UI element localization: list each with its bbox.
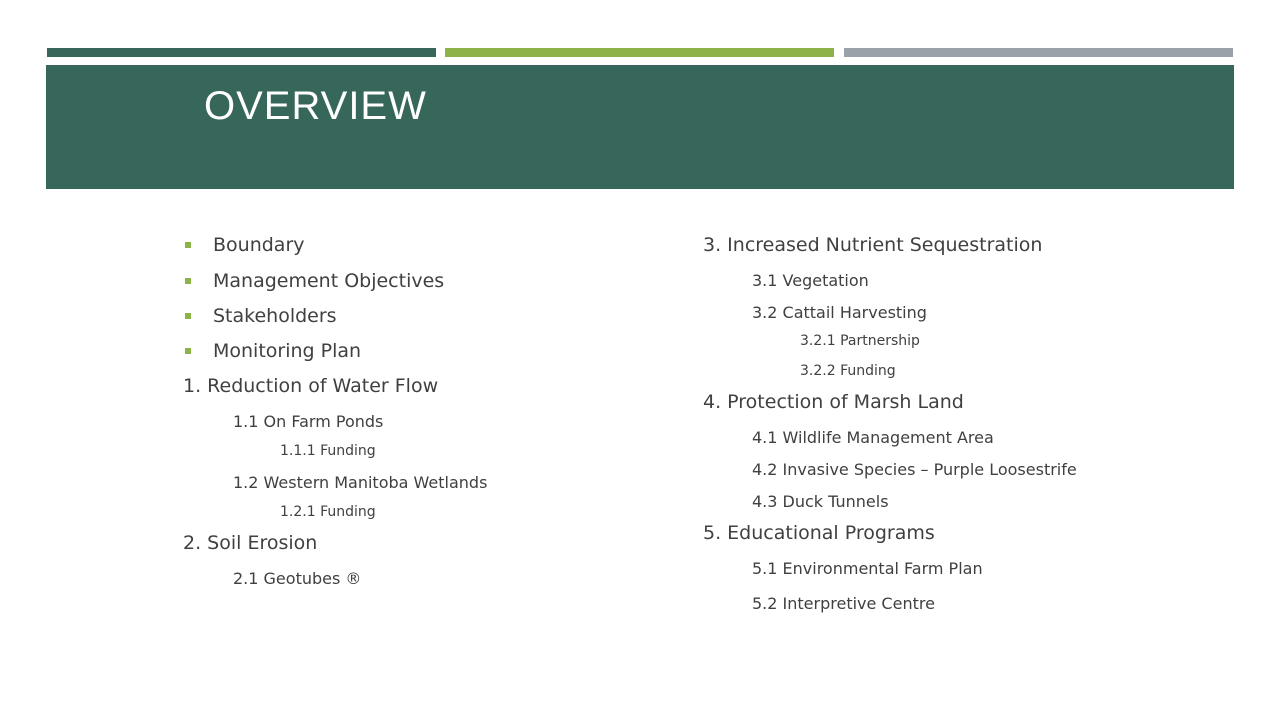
slide-title: OVERVIEW	[204, 84, 427, 128]
list-item-boundary	[183, 234, 305, 256]
section-heading-1: 1. Reduction of Water Flow	[183, 375, 439, 397]
list-item-label: Monitoring Plan	[213, 340, 362, 362]
list-item-label: Stakeholders	[213, 305, 337, 327]
subsection-4-1: 4.1 Wildlife Management Area	[752, 428, 994, 447]
header-stripe-gray	[844, 48, 1233, 57]
subsection-2-1: 2.1 Geotubes ®	[233, 569, 362, 588]
subsection-3-2: 3.2 Cattail Harvesting	[752, 303, 927, 322]
list-item-monitoring-plan	[183, 340, 361, 362]
subsubsection-1-2-1: 1.2.1 Funding	[280, 504, 376, 520]
subsection-4-3: 4.3 Duck Tunnels	[752, 492, 889, 511]
list-item-management-objectives	[183, 270, 444, 292]
square-bullet-icon	[185, 278, 191, 284]
header-stripe-lime-green	[445, 48, 834, 57]
list-item-stakeholders	[183, 305, 337, 327]
header-stripe-dark-green	[47, 48, 436, 57]
section-heading-3: 3. Increased Nutrient Sequestration	[703, 234, 1043, 256]
subsubsection-3-2-1: 3.2.1 Partnership	[800, 333, 920, 349]
subsection-4-2: 4.2 Invasive Species – Purple Loosestrife	[752, 460, 1077, 479]
subsection-3-1: 3.1 Vegetation	[752, 271, 869, 290]
section-heading-4: 4. Protection of Marsh Land	[703, 391, 964, 413]
subsection-5-2: 5.2 Interpretive Centre	[752, 594, 935, 613]
list-item-label: Management Objectives	[213, 270, 445, 292]
subsection-1-1: 1.1 On Farm Ponds	[233, 412, 384, 431]
subsubsection-3-2-2: 3.2.2 Funding	[800, 363, 896, 379]
subsubsection-1-1-1: 1.1.1 Funding	[280, 443, 376, 459]
section-heading-2: 2. Soil Erosion	[183, 532, 318, 554]
square-bullet-icon	[185, 242, 191, 248]
square-bullet-icon	[185, 348, 191, 354]
subsection-5-1: 5.1 Environmental Farm Plan	[752, 559, 983, 578]
square-bullet-icon	[185, 313, 191, 319]
list-item-label: Boundary	[213, 234, 305, 256]
subsection-1-2: 1.2 Western Manitoba Wetlands	[233, 473, 488, 492]
section-heading-5: 5. Educational Programs	[703, 522, 935, 544]
